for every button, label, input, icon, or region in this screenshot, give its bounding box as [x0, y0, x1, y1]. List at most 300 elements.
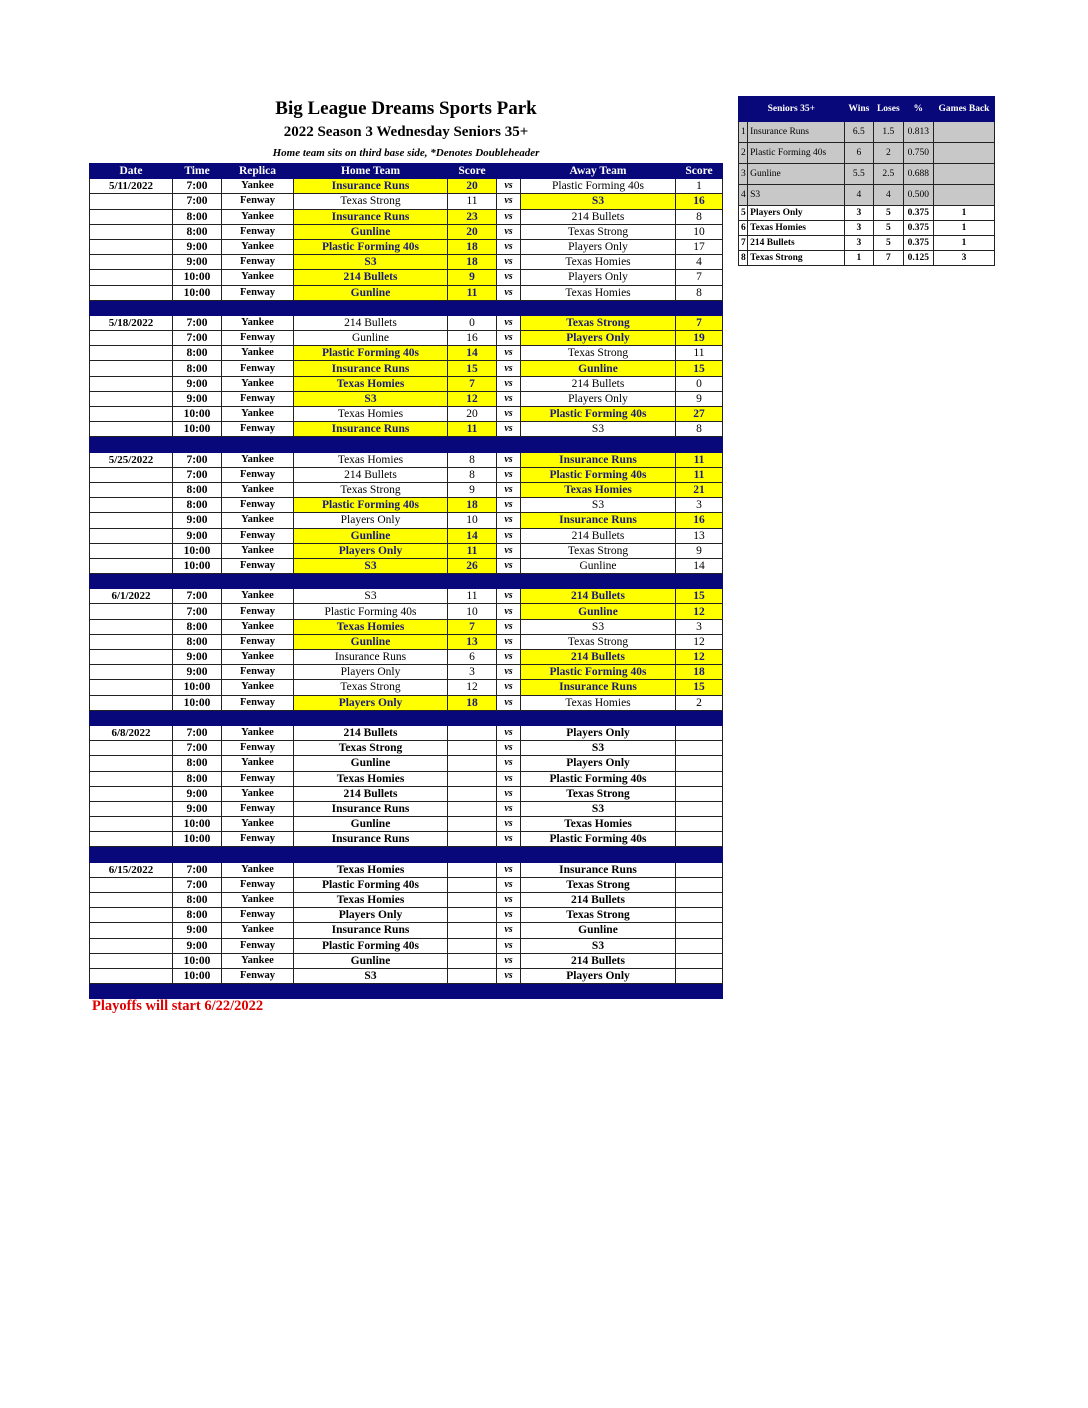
away-team: Players Only	[521, 239, 676, 254]
team-losses: 2	[874, 143, 903, 164]
team-games-back: 1	[934, 206, 995, 221]
game-date	[90, 953, 173, 968]
standings-row	[739, 164, 995, 185]
home-score: 16	[448, 331, 497, 346]
game-date	[90, 255, 173, 270]
separator-cell	[497, 300, 521, 315]
header-col-date: Date	[90, 164, 173, 179]
away-team: Players Only	[521, 270, 676, 285]
game-row	[90, 801, 723, 816]
away-score: 15	[676, 589, 723, 604]
home-team: Players Only	[294, 665, 448, 680]
game-time: 7:00	[173, 862, 222, 877]
home-team: Texas Homies	[294, 452, 448, 467]
away-score: 3	[676, 619, 723, 634]
home-team: S3	[294, 255, 448, 270]
game-replica: Yankee	[222, 953, 294, 968]
away-score	[676, 953, 723, 968]
home-score: 26	[448, 558, 497, 573]
away-score: 10	[676, 224, 723, 239]
separator-cell	[448, 437, 497, 452]
standings-row	[739, 251, 995, 266]
game-replica: Fenway	[222, 665, 294, 680]
game-row	[90, 953, 723, 968]
team-losses: 5	[874, 236, 903, 251]
standings-row	[739, 122, 995, 143]
separator-cell	[676, 710, 723, 725]
vs-label: vs	[497, 239, 521, 254]
home-team: Plastic Forming 40s	[294, 498, 448, 513]
separator-cell	[222, 437, 294, 452]
away-team: S3	[521, 801, 676, 816]
team-name: Insurance Runs	[748, 122, 845, 143]
separator-cell	[676, 984, 723, 999]
away-score: 12	[676, 604, 723, 619]
home-team: Texas Strong	[294, 482, 448, 497]
home-team: 214 Bullets	[294, 315, 448, 330]
game-time: 9:00	[173, 650, 222, 665]
vs-label: vs	[497, 270, 521, 285]
game-replica: Fenway	[222, 741, 294, 756]
header-col-home-team: Home Team	[294, 164, 448, 179]
game-time: 8:00	[173, 346, 222, 361]
home-team: Insurance Runs	[294, 923, 448, 938]
team-games-back	[934, 143, 995, 164]
game-row	[90, 786, 723, 801]
vs-label: vs	[497, 194, 521, 209]
vs-label: vs	[497, 482, 521, 497]
week-separator	[90, 984, 723, 999]
separator-cell	[222, 847, 294, 862]
game-row	[90, 285, 723, 300]
home-team: Gunline	[294, 817, 448, 832]
team-name: Plastic Forming 40s	[748, 143, 845, 164]
separator-cell	[448, 300, 497, 315]
header-col-replica: Replica	[222, 164, 294, 179]
game-time: 7:00	[173, 452, 222, 467]
team-losses: 7	[874, 251, 903, 266]
vs-label: vs	[497, 528, 521, 543]
game-time: 8:00	[173, 756, 222, 771]
home-team: Plastic Forming 40s	[294, 938, 448, 953]
home-score: 10	[448, 604, 497, 619]
away-score: 4	[676, 255, 723, 270]
game-date	[90, 346, 173, 361]
home-team: Insurance Runs	[294, 209, 448, 224]
home-score: 20	[448, 179, 497, 194]
home-score: 7	[448, 619, 497, 634]
vs-label: vs	[497, 513, 521, 528]
game-date	[90, 270, 173, 285]
game-date	[90, 619, 173, 634]
separator-cell	[294, 710, 448, 725]
away-score: 8	[676, 422, 723, 437]
home-team: Texas Homies	[294, 771, 448, 786]
separator-cell	[90, 847, 173, 862]
team-wins: 6	[844, 143, 873, 164]
game-date	[90, 558, 173, 573]
game-date	[90, 832, 173, 847]
separator-cell	[521, 847, 676, 862]
separator-cell	[222, 300, 294, 315]
vs-label: vs	[497, 315, 521, 330]
game-time: 8:00	[173, 908, 222, 923]
home-score	[448, 756, 497, 771]
game-date	[90, 543, 173, 558]
game-replica: Yankee	[222, 452, 294, 467]
vs-label: vs	[497, 255, 521, 270]
vs-label: vs	[497, 285, 521, 300]
game-time: 10:00	[173, 558, 222, 573]
away-team: Texas Strong	[521, 224, 676, 239]
away-team: 214 Bullets	[521, 589, 676, 604]
game-time: 7:00	[173, 179, 222, 194]
game-row	[90, 467, 723, 482]
away-team: Insurance Runs	[521, 862, 676, 877]
game-time: 8:00	[173, 209, 222, 224]
home-score	[448, 908, 497, 923]
game-row	[90, 680, 723, 695]
vs-label: vs	[497, 771, 521, 786]
vs-label: vs	[497, 543, 521, 558]
game-replica: Yankee	[222, 893, 294, 908]
vs-label: vs	[497, 650, 521, 665]
game-row	[90, 361, 723, 376]
game-replica: Yankee	[222, 862, 294, 877]
game-time: 9:00	[173, 239, 222, 254]
game-replica: Fenway	[222, 832, 294, 847]
game-replica: Yankee	[222, 315, 294, 330]
separator-cell	[497, 710, 521, 725]
away-team: Players Only	[521, 391, 676, 406]
home-team: Gunline	[294, 756, 448, 771]
away-score	[676, 786, 723, 801]
vs-label: vs	[497, 391, 521, 406]
home-team: Gunline	[294, 285, 448, 300]
away-team: 214 Bullets	[521, 893, 676, 908]
home-score: 8	[448, 467, 497, 482]
game-row	[90, 832, 723, 847]
home-score	[448, 771, 497, 786]
home-score	[448, 725, 497, 740]
game-date	[90, 422, 173, 437]
game-replica: Yankee	[222, 179, 294, 194]
game-row	[90, 179, 723, 194]
game-replica: Fenway	[222, 331, 294, 346]
game-row	[90, 422, 723, 437]
home-score: 20	[448, 224, 497, 239]
home-team: S3	[294, 589, 448, 604]
team-pct: 0.375	[903, 236, 933, 251]
away-score: 0	[676, 376, 723, 391]
separator-cell	[521, 574, 676, 589]
away-team: 214 Bullets	[521, 528, 676, 543]
game-row	[90, 862, 723, 877]
game-row	[90, 938, 723, 953]
home-team: Players Only	[294, 695, 448, 710]
game-row	[90, 391, 723, 406]
game-replica: Yankee	[222, 756, 294, 771]
game-replica: Yankee	[222, 346, 294, 361]
away-score	[676, 908, 723, 923]
game-replica: Fenway	[222, 968, 294, 983]
vs-label: vs	[497, 756, 521, 771]
team-rank: 6	[739, 221, 748, 236]
away-score	[676, 817, 723, 832]
team-rank: 8	[739, 251, 748, 266]
home-team: Texas Strong	[294, 741, 448, 756]
game-time: 10:00	[173, 407, 222, 422]
away-score	[676, 771, 723, 786]
home-score: 15	[448, 361, 497, 376]
header-games-back: Games Back	[934, 97, 995, 122]
away-team: Texas Strong	[521, 315, 676, 330]
away-team: Players Only	[521, 756, 676, 771]
home-team: Plastic Forming 40s	[294, 604, 448, 619]
game-date	[90, 604, 173, 619]
team-wins: 6.5	[844, 122, 873, 143]
home-team: Gunline	[294, 224, 448, 239]
game-time: 9:00	[173, 801, 222, 816]
home-score	[448, 923, 497, 938]
game-row	[90, 346, 723, 361]
game-replica: Yankee	[222, 589, 294, 604]
game-date	[90, 923, 173, 938]
game-time: 9:00	[173, 391, 222, 406]
away-score	[676, 877, 723, 892]
vs-label: vs	[497, 801, 521, 816]
team-pct: 0.375	[903, 206, 933, 221]
game-date	[90, 239, 173, 254]
game-replica: Yankee	[222, 786, 294, 801]
home-score: 9	[448, 482, 497, 497]
team-pct: 0.750	[903, 143, 933, 164]
game-replica: Yankee	[222, 725, 294, 740]
away-score	[676, 756, 723, 771]
away-team: Texas Strong	[521, 786, 676, 801]
game-time: 7:00	[173, 604, 222, 619]
home-score: 23	[448, 209, 497, 224]
away-score: 8	[676, 285, 723, 300]
vs-label: vs	[497, 619, 521, 634]
game-replica: Yankee	[222, 543, 294, 558]
separator-cell	[294, 300, 448, 315]
game-date	[90, 407, 173, 422]
game-date	[90, 498, 173, 513]
page-subtitle: 2022 Season 3 Wednesday Seniors 35+	[283, 124, 529, 140]
away-score: 8	[676, 209, 723, 224]
separator-cell	[676, 437, 723, 452]
game-time: 8:00	[173, 619, 222, 634]
away-team: Plastic Forming 40s	[521, 467, 676, 482]
away-score	[676, 938, 723, 953]
game-row	[90, 376, 723, 391]
game-row	[90, 665, 723, 680]
game-replica: Fenway	[222, 558, 294, 573]
away-team: Texas Homies	[521, 255, 676, 270]
game-date	[90, 938, 173, 953]
separator-cell	[222, 574, 294, 589]
week-separator	[90, 574, 723, 589]
game-date	[90, 528, 173, 543]
page-title: Big League Dreams Sports Park	[275, 98, 537, 119]
team-pct: 0.125	[903, 251, 933, 266]
team-pct: 0.688	[903, 164, 933, 185]
separator-cell	[294, 984, 448, 999]
separator-cell	[676, 574, 723, 589]
game-time: 9:00	[173, 513, 222, 528]
game-time: 10:00	[173, 285, 222, 300]
separator-cell	[90, 984, 173, 999]
home-team: Gunline	[294, 331, 448, 346]
separator-cell	[448, 710, 497, 725]
home-score	[448, 862, 497, 877]
game-date	[90, 786, 173, 801]
home-team: Texas Strong	[294, 194, 448, 209]
vs-label: vs	[497, 786, 521, 801]
team-rank: 1	[739, 122, 748, 143]
game-date	[90, 893, 173, 908]
home-team: Players Only	[294, 908, 448, 923]
away-team: Texas Strong	[521, 346, 676, 361]
home-score: 10	[448, 513, 497, 528]
away-score: 19	[676, 331, 723, 346]
separator-cell	[676, 300, 723, 315]
game-date: 6/8/2022	[90, 725, 173, 740]
home-score	[448, 877, 497, 892]
vs-label: vs	[497, 209, 521, 224]
game-replica: Yankee	[222, 482, 294, 497]
separator-cell	[90, 300, 173, 315]
game-replica: Yankee	[222, 513, 294, 528]
home-score: 11	[448, 285, 497, 300]
home-team: Texas Homies	[294, 862, 448, 877]
game-date	[90, 513, 173, 528]
game-time: 10:00	[173, 968, 222, 983]
team-rank: 7	[739, 236, 748, 251]
standings-table	[738, 96, 995, 266]
separator-cell	[676, 847, 723, 862]
game-row	[90, 194, 723, 209]
vs-label: vs	[497, 361, 521, 376]
away-score: 11	[676, 452, 723, 467]
game-time: 8:00	[173, 224, 222, 239]
vs-label: vs	[497, 832, 521, 847]
game-replica: Fenway	[222, 498, 294, 513]
game-replica: Yankee	[222, 619, 294, 634]
away-score	[676, 862, 723, 877]
vs-label: vs	[497, 695, 521, 710]
game-time: 9:00	[173, 255, 222, 270]
game-replica: Fenway	[222, 908, 294, 923]
separator-cell	[448, 574, 497, 589]
game-row	[90, 619, 723, 634]
team-wins: 4	[844, 185, 873, 206]
separator-cell	[173, 847, 222, 862]
home-score: 18	[448, 239, 497, 254]
home-score	[448, 938, 497, 953]
game-row	[90, 498, 723, 513]
game-row	[90, 407, 723, 422]
game-row	[90, 239, 723, 254]
team-pct: 0.375	[903, 221, 933, 236]
team-pct: 0.500	[903, 185, 933, 206]
home-score: 18	[448, 498, 497, 513]
home-score: 6	[448, 650, 497, 665]
game-time: 7:00	[173, 877, 222, 892]
home-team: Gunline	[294, 953, 448, 968]
game-row	[90, 482, 723, 497]
separator-cell	[173, 984, 222, 999]
away-score: 21	[676, 482, 723, 497]
away-team: S3	[521, 619, 676, 634]
away-team: Gunline	[521, 923, 676, 938]
away-team: S3	[521, 422, 676, 437]
vs-label: vs	[497, 680, 521, 695]
separator-cell	[90, 710, 173, 725]
team-wins: 1	[844, 251, 873, 266]
away-team: 214 Bullets	[521, 376, 676, 391]
game-row	[90, 315, 723, 330]
home-team: 214 Bullets	[294, 725, 448, 740]
home-team: Insurance Runs	[294, 422, 448, 437]
header-division: Seniors 35+	[739, 97, 845, 122]
game-row	[90, 224, 723, 239]
vs-label: vs	[497, 604, 521, 619]
home-team: Insurance Runs	[294, 832, 448, 847]
away-score: 16	[676, 513, 723, 528]
game-replica: Yankee	[222, 270, 294, 285]
away-team: Plastic Forming 40s	[521, 832, 676, 847]
away-team: Texas Homies	[521, 285, 676, 300]
separator-cell	[173, 574, 222, 589]
separator-cell	[90, 574, 173, 589]
separator-cell	[521, 437, 676, 452]
away-team: Texas Homies	[521, 695, 676, 710]
game-replica: Fenway	[222, 224, 294, 239]
away-score	[676, 741, 723, 756]
separator-cell	[521, 300, 676, 315]
game-row	[90, 877, 723, 892]
game-time: 10:00	[173, 422, 222, 437]
home-team: 214 Bullets	[294, 786, 448, 801]
game-date	[90, 634, 173, 649]
home-team: Texas Strong	[294, 680, 448, 695]
team-losses: 4	[874, 185, 903, 206]
away-team: Gunline	[521, 361, 676, 376]
vs-label: vs	[497, 908, 521, 923]
game-time: 10:00	[173, 543, 222, 558]
away-team: Insurance Runs	[521, 680, 676, 695]
game-date	[90, 665, 173, 680]
game-replica: Yankee	[222, 650, 294, 665]
away-score: 16	[676, 194, 723, 209]
game-row	[90, 908, 723, 923]
home-score: 18	[448, 695, 497, 710]
vs-label: vs	[497, 376, 521, 391]
game-time: 8:00	[173, 893, 222, 908]
playoffs-note: Playoffs will start 6/22/2022	[92, 998, 264, 1014]
game-replica: Fenway	[222, 422, 294, 437]
game-time: 10:00	[173, 817, 222, 832]
vs-label: vs	[497, 817, 521, 832]
vs-label: vs	[497, 331, 521, 346]
game-date	[90, 209, 173, 224]
separator-cell	[294, 437, 448, 452]
home-score: 20	[448, 407, 497, 422]
away-team: Plastic Forming 40s	[521, 179, 676, 194]
header-col-vs	[497, 164, 521, 179]
